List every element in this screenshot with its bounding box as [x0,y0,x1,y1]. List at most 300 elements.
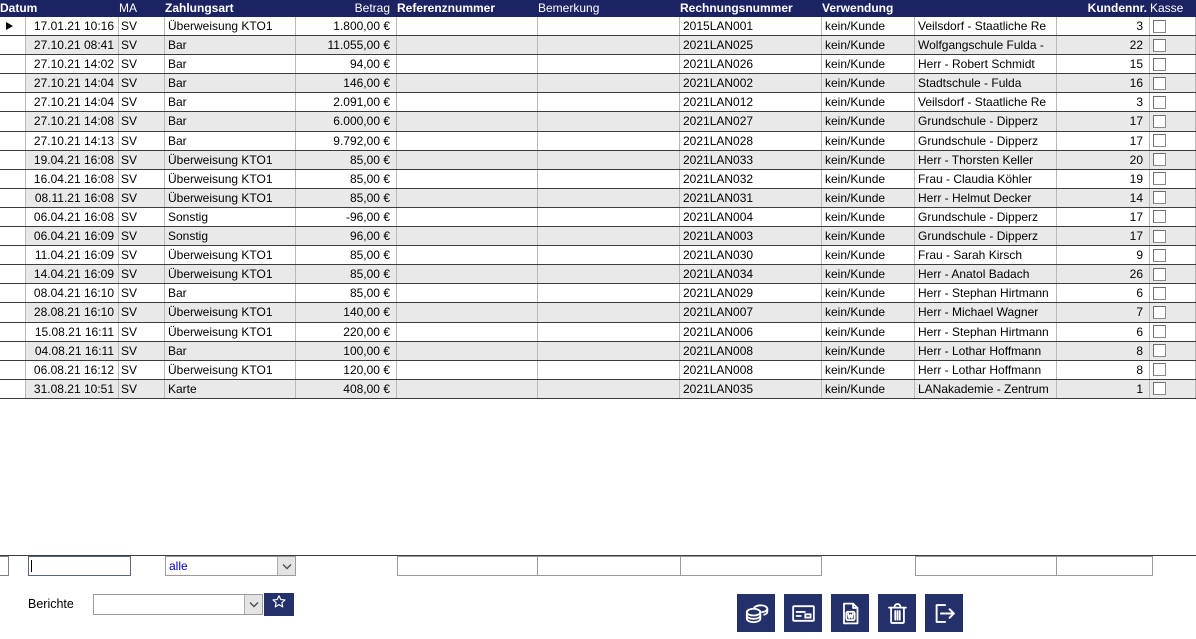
cell-kundennr[interactable]: 8 [1057,361,1150,379]
cell-bemerkung[interactable] [538,170,680,188]
cell-datum[interactable]: 04.08.21 16:11 [26,342,119,360]
cell-ma[interactable]: SV [119,112,165,130]
cell-kunde[interactable]: Veilsdorf - Staatliche Re [915,17,1057,35]
cell-ma[interactable]: SV [119,170,165,188]
column-header-verwendung[interactable]: Verwendung [822,1,894,15]
cell-kunde[interactable]: Grundschule - Dipperz [915,227,1057,245]
cell-kunde[interactable]: Herr - Anatol Badach [915,265,1057,283]
cell-betrag[interactable]: 220,00 € [296,323,397,341]
table-row [0,189,1196,208]
kasse-checkbox[interactable] [1153,344,1166,357]
row-selector[interactable] [0,36,26,54]
cell-bemerkung[interactable] [538,132,680,150]
cell-bemerkung[interactable] [538,246,680,264]
cell-verwendung[interactable]: kein/Kunde [822,284,915,302]
cell-kasse[interactable] [1150,17,1196,35]
cell-verwendung[interactable]: kein/Kunde [822,189,915,207]
berichte-label: Berichte [28,597,74,611]
cell-betrag[interactable]: 94,00 € [296,55,397,73]
cell-verwendung[interactable]: kein/Kunde [822,112,915,130]
cell-rechnungsnummer[interactable]: 2021LAN008 [680,342,822,360]
cell-kasse[interactable] [1150,74,1196,92]
kasse-checkbox[interactable] [1153,306,1166,319]
row-selector[interactable] [0,112,26,130]
cell-rechnungsnummer[interactable]: 2021LAN028 [680,132,822,150]
cell-datum[interactable]: 27.10.21 14:04 [26,93,119,111]
cell-kasse[interactable] [1150,227,1196,245]
cell-referenznummer[interactable] [397,17,538,35]
chevron-down-icon[interactable] [244,595,262,614]
cell-zahlungsart[interactable]: Überweisung KTO1 [165,17,296,35]
cell-datum[interactable]: 06.04.21 16:08 [26,208,119,226]
cell-kunde[interactable]: Herr - Lothar Hoffmann [915,342,1057,360]
cell-datum[interactable]: 16.04.21 16:08 [26,170,119,188]
column-header-ma[interactable]: MA [119,1,137,15]
cell-zahlungsart[interactable]: Überweisung KTO1 [165,170,296,188]
cell-kasse[interactable] [1150,246,1196,264]
cell-kunde[interactable]: Herr - Stephan Hirtmann [915,284,1057,302]
cell-datum[interactable]: 27.10.21 14:02 [26,55,119,73]
filter-bemerkung-input[interactable] [537,556,681,576]
filter-zahlungsart-value: alle [169,559,188,573]
row-selector[interactable] [0,208,26,226]
row-selector[interactable] [0,151,26,169]
cell-kundennr[interactable]: 9 [1057,246,1150,264]
cell-verwendung[interactable]: kein/Kunde [822,323,915,341]
cell-rechnungsnummer[interactable]: 2021LAN008 [680,361,822,379]
filter-datum-input[interactable] [28,556,131,576]
cell-kundennr[interactable]: 15 [1057,55,1150,73]
cell-kundennr[interactable]: 19 [1057,170,1150,188]
cell-datum[interactable]: 31.08.21 10:51 [26,380,119,398]
cell-rechnungsnummer[interactable]: 2021LAN012 [680,93,822,111]
cell-zahlungsart[interactable]: Überweisung KTO1 [165,246,296,264]
cell-kunde[interactable]: Grundschule - Dipperz [915,112,1057,130]
cell-ma[interactable]: SV [119,208,165,226]
cell-kasse[interactable] [1150,361,1196,379]
filter-kunde-input[interactable] [915,556,1057,576]
exit-button[interactable] [925,594,963,632]
row-selector[interactable] [0,17,26,35]
cell-zahlungsart[interactable]: Überweisung KTO1 [165,265,296,283]
payment-card-button[interactable] [784,594,822,632]
cell-betrag[interactable]: 85,00 € [296,189,397,207]
cell-kunde[interactable]: Herr - Thorsten Keller [915,151,1057,169]
cell-referenznummer[interactable] [397,189,538,207]
cell-referenznummer[interactable] [397,112,538,130]
cell-ma[interactable]: SV [119,151,165,169]
row-selector[interactable] [0,265,26,283]
table-body [0,17,1196,399]
cell-kasse[interactable] [1150,380,1196,398]
cell-bemerkung[interactable] [538,93,680,111]
cell-ma[interactable]: SV [119,342,165,360]
cell-verwendung[interactable]: kein/Kunde [822,303,915,321]
cell-rechnungsnummer[interactable]: 2021LAN006 [680,323,822,341]
cell-rechnungsnummer[interactable]: 2021LAN002 [680,74,822,92]
cell-referenznummer[interactable] [397,303,538,321]
cell-betrag[interactable]: 96,00 € [296,227,397,245]
cell-kunde[interactable]: LANakademie - Zentrum [915,380,1057,398]
cell-rechnungsnummer[interactable]: 2021LAN007 [680,303,822,321]
cell-kunde[interactable]: Herr - Helmut Decker [915,189,1057,207]
kasse-checkbox[interactable] [1153,363,1166,376]
cell-bemerkung[interactable] [538,17,680,35]
cell-bemerkung[interactable] [538,303,680,321]
cell-bemerkung[interactable] [538,380,680,398]
cell-kasse[interactable] [1150,132,1196,150]
cell-kunde[interactable]: Stadtschule - Fulda [915,74,1057,92]
cell-zahlungsart[interactable]: Überweisung KTO1 [165,361,296,379]
cell-kunde[interactable]: Veilsdorf - Staatliche Re [915,93,1057,111]
cell-betrag[interactable]: 100,00 € [296,342,397,360]
column-header-kundennr[interactable]: Kundennr. [1087,1,1147,15]
cell-betrag[interactable]: 85,00 € [296,265,397,283]
cell-bemerkung[interactable] [538,284,680,302]
filter-rechnungsnummer-input[interactable] [680,556,822,576]
berichte-dropdown[interactable] [93,594,263,615]
cell-bemerkung[interactable] [538,323,680,341]
cell-betrag[interactable]: 2.091,00 € [296,93,397,111]
table-row [0,361,1196,380]
kasse-checkbox[interactable] [1153,249,1166,262]
cell-bemerkung[interactable] [538,55,680,73]
cell-referenznummer[interactable] [397,132,538,150]
cell-zahlungsart[interactable]: Karte [165,380,296,398]
cell-datum[interactable]: 14.04.21 16:09 [26,265,119,283]
cell-kundennr[interactable]: 6 [1057,323,1150,341]
filter-kundennr-input[interactable] [1056,556,1153,576]
cell-betrag[interactable]: 6.000,00 € [296,112,397,130]
row-selector[interactable] [0,303,26,321]
cell-ma[interactable]: SV [119,132,165,150]
column-header-kasse[interactable]: Kasse [1150,1,1184,15]
row-selector[interactable] [0,170,26,188]
cell-bemerkung[interactable] [538,361,680,379]
row-selector[interactable] [0,361,26,379]
export-word-button[interactable] [831,594,869,632]
cell-kunde[interactable]: Herr - Robert Schmidt [915,55,1057,73]
cell-kasse[interactable] [1150,170,1196,188]
cell-verwendung[interactable]: kein/Kunde [822,380,915,398]
cell-verwendung[interactable]: kein/Kunde [822,36,915,54]
cell-kasse[interactable] [1150,208,1196,226]
cell-verwendung[interactable]: kein/Kunde [822,74,915,92]
cell-datum[interactable]: 28.08.21 16:10 [26,303,119,321]
cell-rechnungsnummer[interactable]: 2021LAN031 [680,189,822,207]
coins-icon [743,600,770,627]
cell-betrag[interactable]: 120,00 € [296,361,397,379]
cell-rechnungsnummer[interactable]: 2021LAN034 [680,265,822,283]
cell-zahlungsart[interactable]: Überweisung KTO1 [165,189,296,207]
cell-datum[interactable]: 06.04.21 16:09 [26,227,119,245]
cell-bemerkung[interactable] [538,151,680,169]
cell-kundennr[interactable]: 20 [1057,151,1150,169]
kasse-checkbox[interactable] [1153,39,1166,52]
cell-referenznummer[interactable] [397,246,538,264]
cell-betrag[interactable]: 11.055,00 € [296,36,397,54]
kasse-checkbox[interactable] [1153,115,1166,128]
cell-zahlungsart[interactable]: Sonstig [165,208,296,226]
table-row [0,55,1196,74]
row-selector[interactable] [0,93,26,111]
cell-kunde[interactable]: Wolfgangschule Fulda - [915,36,1057,54]
kasse-checkbox[interactable] [1153,77,1166,90]
cell-zahlungsart[interactable]: Bar [165,112,296,130]
cell-betrag[interactable]: -96,00 € [296,208,397,226]
kasse-checkbox[interactable] [1153,172,1166,185]
cell-ma[interactable]: SV [119,284,165,302]
cell-referenznummer[interactable] [397,323,538,341]
cell-kasse[interactable] [1150,303,1196,321]
cell-zahlungsart[interactable]: Überweisung KTO1 [165,323,296,341]
cell-kunde[interactable]: Herr - Lothar Hoffmann [915,361,1057,379]
cell-betrag[interactable]: 9.792,00 € [296,132,397,150]
cell-verwendung[interactable]: kein/Kunde [822,170,915,188]
cell-bemerkung[interactable] [538,112,680,130]
cell-bemerkung[interactable] [538,36,680,54]
cell-ma[interactable]: SV [119,227,165,245]
cell-verwendung[interactable]: kein/Kunde [822,93,915,111]
cell-kundennr[interactable]: 22 [1057,36,1150,54]
cell-kasse[interactable] [1150,323,1196,341]
cell-bemerkung[interactable] [538,227,680,245]
cell-bemerkung[interactable] [538,342,680,360]
cell-rechnungsnummer[interactable]: 2021LAN033 [680,151,822,169]
kasse-checkbox[interactable] [1153,325,1166,338]
cell-kundennr[interactable]: 7 [1057,303,1150,321]
kasse-checkbox[interactable] [1153,20,1166,33]
cell-kasse[interactable] [1150,55,1196,73]
cell-datum[interactable]: 08.04.21 16:10 [26,284,119,302]
cell-referenznummer[interactable] [397,151,538,169]
cell-kunde[interactable]: Frau - Claudia Köhler [915,170,1057,188]
cell-datum[interactable]: 15.08.21 16:11 [26,323,119,341]
row-selector[interactable] [0,246,26,264]
cell-zahlungsart[interactable]: Überweisung KTO1 [165,303,296,321]
cell-zahlungsart[interactable]: Bar [165,342,296,360]
cell-verwendung[interactable]: kein/Kunde [822,342,915,360]
cell-datum[interactable]: 19.04.21 16:08 [26,151,119,169]
cell-kasse[interactable] [1150,151,1196,169]
cell-rechnungsnummer[interactable]: 2021LAN032 [680,170,822,188]
table-row [0,74,1196,93]
cell-verwendung[interactable]: kein/Kunde [822,151,915,169]
cell-kasse[interactable] [1150,265,1196,283]
cell-ma[interactable]: SV [119,380,165,398]
kasse-checkbox[interactable] [1153,96,1166,109]
favorite-report-button[interactable] [264,593,294,616]
kasse-checkbox[interactable] [1153,382,1166,395]
cell-kasse[interactable] [1150,342,1196,360]
cell-kundennr[interactable]: 14 [1057,189,1150,207]
kasse-checkbox[interactable] [1153,134,1166,147]
cell-rechnungsnummer[interactable]: 2021LAN029 [680,284,822,302]
cell-referenznummer[interactable] [397,361,538,379]
cell-datum[interactable]: 27.10.21 14:08 [26,112,119,130]
cell-verwendung[interactable]: kein/Kunde [822,17,915,35]
cell-ma[interactable]: SV [119,246,165,264]
cell-kundennr[interactable]: 17 [1057,208,1150,226]
cell-rechnungsnummer[interactable]: 2021LAN004 [680,208,822,226]
kasse-checkbox[interactable] [1153,287,1166,300]
table-row [0,170,1196,189]
cell-ma[interactable]: SV [119,93,165,111]
cell-kundennr[interactable]: 1 [1057,380,1150,398]
row-selector[interactable] [0,380,26,398]
cell-datum[interactable]: 11.04.21 16:09 [26,246,119,264]
row-selector[interactable] [0,227,26,245]
cell-betrag[interactable]: 408,00 € [296,380,397,398]
cell-kasse[interactable] [1150,112,1196,130]
cell-betrag[interactable]: 1.800,00 € [296,17,397,35]
cell-ma[interactable]: SV [119,74,165,92]
cell-kasse[interactable] [1150,93,1196,111]
cell-kasse[interactable] [1150,36,1196,54]
kasse-checkbox[interactable] [1153,58,1166,71]
cell-verwendung[interactable]: kein/Kunde [822,361,915,379]
table-row [0,208,1196,227]
cell-ma[interactable]: SV [119,361,165,379]
cell-verwendung[interactable]: kein/Kunde [822,246,915,264]
table-row [0,380,1196,399]
cell-kasse[interactable] [1150,189,1196,207]
cell-referenznummer[interactable] [397,380,538,398]
chevron-down-icon[interactable] [277,557,295,575]
row-selector[interactable] [0,189,26,207]
cell-kundennr[interactable]: 26 [1057,265,1150,283]
cell-zahlungsart[interactable]: Überweisung KTO1 [165,151,296,169]
cell-zahlungsart[interactable]: Sonstig [165,227,296,245]
cell-referenznummer[interactable] [397,208,538,226]
kasse-checkbox[interactable] [1153,230,1166,243]
column-header-betrag[interactable]: Betrag [354,1,390,15]
cell-kundennr[interactable]: 17 [1057,132,1150,150]
row-selector[interactable] [0,74,26,92]
kasse-checkbox[interactable] [1153,268,1166,281]
cell-kundennr[interactable]: 17 [1057,112,1150,130]
cell-kunde[interactable]: Frau - Sarah Kirsch [915,246,1057,264]
cell-betrag[interactable]: 85,00 € [296,284,397,302]
cell-referenznummer[interactable] [397,55,538,73]
table-row [0,323,1196,342]
cell-kundennr[interactable]: 8 [1057,342,1150,360]
cell-verwendung[interactable]: kein/Kunde [822,265,915,283]
column-header-rechnungsnummer[interactable]: Rechnungsnummer [680,1,793,15]
table-row [0,93,1196,112]
cell-datum[interactable]: 17.01.21 10:16 [26,17,119,35]
column-header-datum[interactable]: Datum [0,1,38,15]
cell-kunde[interactable]: Herr - Stephan Hirtmann [915,323,1057,341]
cell-referenznummer[interactable] [397,74,538,92]
cell-referenznummer[interactable] [397,93,538,111]
cell-ma[interactable]: SV [119,323,165,341]
kasse-checkbox[interactable] [1153,153,1166,166]
cell-datum[interactable]: 27.10.21 08:41 [26,36,119,54]
filter-zahlungsart-dropdown[interactable] [165,556,296,576]
cell-referenznummer[interactable] [397,227,538,245]
delete-button[interactable] [878,594,916,632]
kasse-checkbox[interactable] [1153,210,1166,223]
cell-verwendung[interactable]: kein/Kunde [822,55,915,73]
cell-betrag[interactable]: 85,00 € [296,170,397,188]
cell-kundennr[interactable]: 16 [1057,74,1150,92]
cell-ma[interactable]: SV [119,303,165,321]
column-header-zahlungsart[interactable]: Zahlungsart [165,1,234,15]
cell-ma[interactable]: SV [119,189,165,207]
cell-bemerkung[interactable] [538,189,680,207]
cell-ma[interactable]: SV [119,55,165,73]
row-selector[interactable] [0,342,26,360]
cell-ma[interactable]: SV [119,36,165,54]
cell-datum[interactable]: 06.08.21 16:12 [26,361,119,379]
cell-zahlungsart[interactable]: Bar [165,93,296,111]
cell-bemerkung[interactable] [538,74,680,92]
cell-datum[interactable]: 27.10.21 14:04 [26,74,119,92]
cell-referenznummer[interactable] [397,36,538,54]
cell-referenznummer[interactable] [397,265,538,283]
row-selector[interactable] [0,284,26,302]
cell-bemerkung[interactable] [538,208,680,226]
cell-referenznummer[interactable] [397,284,538,302]
cell-referenznummer[interactable] [397,342,538,360]
cell-kunde[interactable]: Herr - Michael Wagner [915,303,1057,321]
row-selector[interactable] [0,55,26,73]
cell-zahlungsart[interactable]: Bar [165,55,296,73]
column-header-bemerkung[interactable]: Bemerkung [538,1,600,15]
filter-referenznummer-input[interactable] [397,556,538,576]
cash-book-button[interactable] [737,594,775,632]
cell-zahlungsart[interactable]: Bar [165,36,296,54]
cell-rechnungsnummer[interactable]: 2021LAN025 [680,36,822,54]
cell-verwendung[interactable]: kein/Kunde [822,132,915,150]
cell-zahlungsart[interactable]: Bar [165,132,296,150]
filter-row-stub [0,556,9,576]
cell-verwendung[interactable]: kein/Kunde [822,208,915,226]
cell-rechnungsnummer[interactable]: 2021LAN027 [680,112,822,130]
cell-betrag[interactable]: 85,00 € [296,151,397,169]
cell-zahlungsart[interactable]: Bar [165,74,296,92]
cell-ma[interactable]: SV [119,265,165,283]
cell-rechnungsnummer[interactable]: 2021LAN026 [680,55,822,73]
cell-rechnungsnummer[interactable]: 2021LAN030 [680,246,822,264]
cell-kundennr[interactable]: 6 [1057,284,1150,302]
column-header-referenznummer[interactable]: Referenznummer [397,1,496,15]
cell-rechnungsnummer[interactable]: 2021LAN003 [680,227,822,245]
cell-datum[interactable]: 27.10.21 14:13 [26,132,119,150]
cell-betrag[interactable]: 146,00 € [296,74,397,92]
cell-rechnungsnummer[interactable]: 2015LAN001 [680,17,822,35]
cell-betrag[interactable]: 140,00 € [296,303,397,321]
cell-zahlungsart[interactable]: Bar [165,284,296,302]
cell-bemerkung[interactable] [538,265,680,283]
cell-datum[interactable]: 08.11.21 16:08 [26,189,119,207]
cell-ma[interactable]: SV [119,17,165,35]
row-selector[interactable] [0,323,26,341]
cell-kundennr[interactable]: 3 [1057,17,1150,35]
row-selector[interactable] [0,132,26,150]
cell-betrag[interactable]: 85,00 € [296,246,397,264]
kasse-checkbox[interactable] [1153,191,1166,204]
cell-kasse[interactable] [1150,284,1196,302]
cell-verwendung[interactable]: kein/Kunde [822,227,915,245]
cell-rechnungsnummer[interactable]: 2021LAN035 [680,380,822,398]
cell-kunde[interactable]: Grundschule - Dipperz [915,208,1057,226]
cell-referenznummer[interactable] [397,170,538,188]
cell-kundennr[interactable]: 17 [1057,227,1150,245]
cell-kunde[interactable]: Grundschule - Dipperz [915,132,1057,150]
cell-kundennr[interactable]: 3 [1057,93,1150,111]
